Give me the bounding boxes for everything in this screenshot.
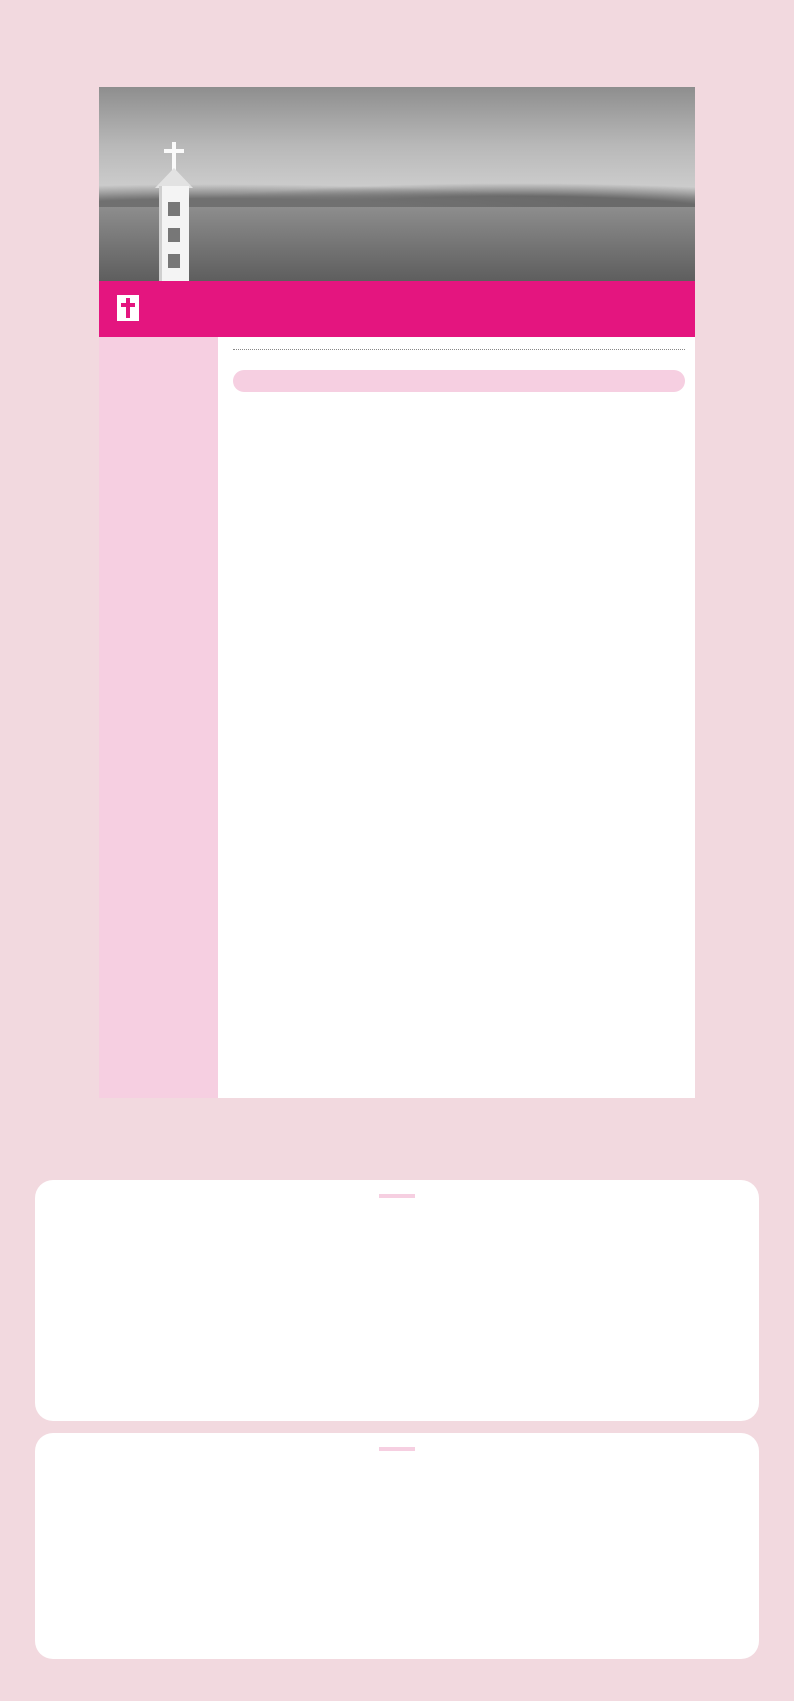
church-steeple-icon bbox=[151, 142, 197, 281]
responsive-reading bbox=[233, 337, 685, 350]
order-of-worship bbox=[233, 337, 685, 392]
sidebar bbox=[99, 337, 218, 1098]
next-week-prayer bbox=[233, 370, 685, 392]
stand-note bbox=[233, 350, 685, 368]
cross-icon bbox=[117, 295, 139, 321]
bulletin-sheet bbox=[99, 87, 695, 1098]
church-header-bar bbox=[99, 281, 695, 337]
accounts-title bbox=[379, 1447, 415, 1451]
offering-accounts-card bbox=[35, 1433, 759, 1659]
online-worship-guide-card bbox=[35, 1180, 759, 1421]
banner-image bbox=[99, 87, 695, 281]
guide-title bbox=[379, 1194, 415, 1198]
